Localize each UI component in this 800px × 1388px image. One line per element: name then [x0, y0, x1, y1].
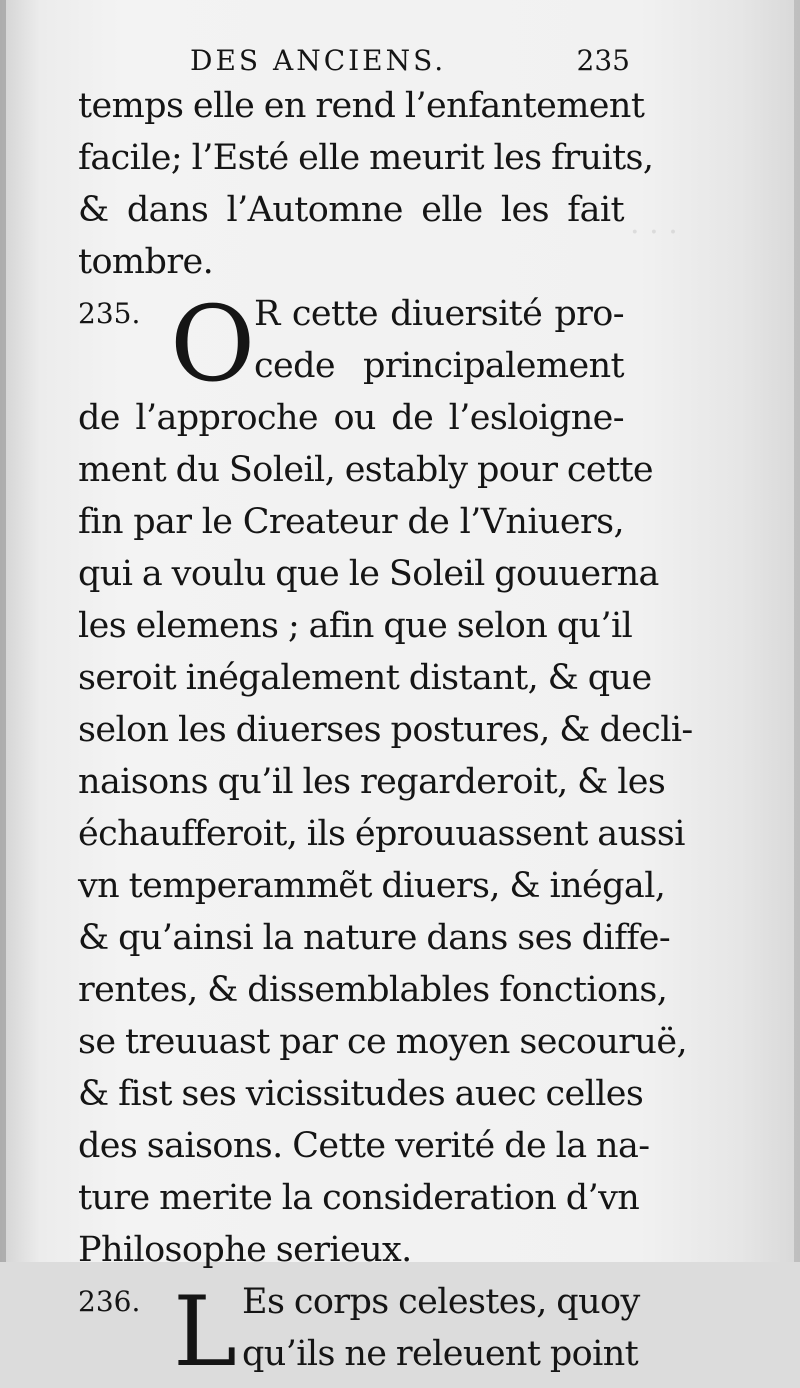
- text-line: échaufferoit, ils éprouuassent aussi: [78, 814, 685, 854]
- text-line: R cette diuersité pro-: [254, 294, 624, 334]
- bleed-through-text: · · ·: [630, 215, 678, 250]
- text-line: facile; l’Esté elle meurit les fruits,: [78, 138, 654, 178]
- text-line: selon les diuerses postures, & decli-: [78, 710, 693, 750]
- text-line: se treuuast par ce moyen secouruë,: [78, 1022, 687, 1062]
- text-line: les elemens ; afin que selon qu’il: [78, 606, 633, 646]
- text-line: cede principalement: [254, 346, 624, 386]
- text-line: fin par le Createur de l’Vniuers,: [78, 502, 624, 542]
- left-edge-shadow: [0, 0, 6, 1262]
- drop-cap-initial: L: [173, 1276, 237, 1388]
- text-block: [78, 80, 693, 1388]
- text-line: Es corps celestes, quoy: [242, 1282, 640, 1322]
- right-edge-shadow: [794, 0, 800, 1262]
- text-line: seroit inégalement distant, & que: [78, 658, 652, 698]
- paragraph-235: [78, 283, 693, 1276]
- drop-cap-initial: O: [170, 283, 256, 405]
- text-line: naisons qu’il les regarderoit, & les: [78, 762, 666, 802]
- text-line: temps elle en rend l’enfantement: [78, 86, 645, 126]
- text-line: ment du Soleil, estably pour cette: [78, 450, 654, 490]
- paragraph-236: [78, 1276, 640, 1388]
- text-line: vn temperammẽt diuers, & inégal,: [78, 866, 666, 906]
- text-line: Philosophe serieux.: [78, 1230, 412, 1270]
- text-line: tombre.: [78, 242, 214, 282]
- page-number: 235: [576, 44, 630, 77]
- text-line: de l’approche ou de l’esloigne-: [78, 398, 624, 438]
- text-line: & dans l’Automne elle les fait: [78, 190, 624, 230]
- text-line: & fist ses vicissitudes auec celles: [78, 1074, 644, 1114]
- running-header: [190, 44, 630, 84]
- running-title: DES ANCIENS.: [190, 44, 447, 77]
- text-line: rentes, & dissemblables fonctions,: [78, 970, 668, 1010]
- text-line: & qu’ainsi la nature dans ses diffe-: [78, 918, 671, 958]
- text-line: des saisons. Cette verité de la na-: [78, 1126, 650, 1166]
- text-line: ture merite la consideration d’vn: [78, 1178, 640, 1218]
- text-line: qui a voulu que le Soleil gouuerna: [78, 554, 659, 594]
- section-number: 236.: [78, 1285, 141, 1318]
- text-line: qu’ils ne releuent point: [242, 1334, 639, 1374]
- section-number: 235.: [78, 297, 141, 330]
